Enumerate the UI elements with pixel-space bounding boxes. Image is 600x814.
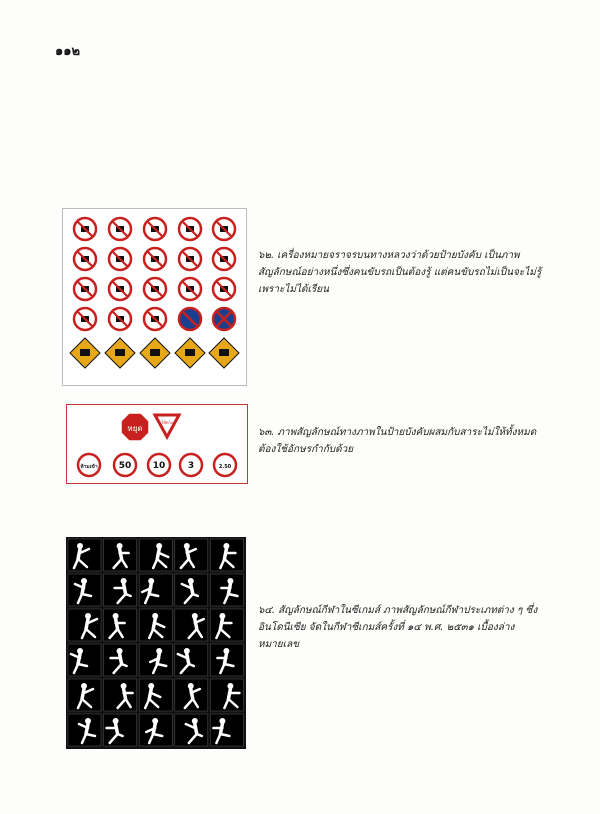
sport-pictogram-icon: [210, 644, 243, 676]
sport-pictogram-icon: [210, 539, 243, 571]
limit-sign-icon: [214, 454, 236, 476]
sport-pictogram-icon: [175, 539, 208, 571]
sport-pictogram-icon: [175, 574, 208, 606]
prohibition-sign-icon: [144, 278, 166, 300]
road-signs-illustration: [63, 209, 246, 385]
warning-sign-icon: [70, 338, 100, 368]
limit-sign-icon: [114, 454, 136, 476]
caption-number: ๖๓.: [258, 427, 275, 438]
prohibition-sign-icon: [213, 278, 235, 300]
sport-pictogram-icon: [175, 644, 208, 676]
sport-pictogram-icon: [104, 679, 137, 711]
sport-pictogram-icon: [210, 714, 243, 746]
prohibition-sign-icon: [74, 248, 96, 270]
sport-pictogram-icon: [139, 644, 172, 676]
limit-sign-label: 3: [187, 461, 195, 471]
limit-sign-label: ห้ามเข้า: [80, 464, 98, 470]
sport-pictogram-icon: [104, 539, 137, 571]
sport-pictogram-icon: [139, 574, 172, 606]
prohibition-sign-icon: [74, 278, 96, 300]
yield-sign-icon: [155, 415, 179, 437]
sport-pictogram-icon: [175, 679, 208, 711]
sport-pictogram-icon: [139, 609, 172, 641]
caption-text: ภาพสัญลักษณ์ทางภาพในป้ายบังคับผสมกับสาระไม่ให้ทั้งหมดต้องใช้อักษรกำกับด้วย: [258, 427, 537, 455]
sport-pictogram-icon: [104, 574, 137, 606]
sport-pictogram-icon: [68, 574, 101, 606]
sport-pictogram-icon: [139, 679, 172, 711]
sports-pictograms-figure: [66, 537, 246, 749]
warning-sign-icon: [175, 338, 205, 368]
sport-pictogram-icon: [104, 609, 137, 641]
prohibition-sign-icon: [179, 218, 201, 240]
warning-sign-icon: [140, 338, 170, 368]
caption-number: ๖๔.: [258, 605, 276, 616]
sport-pictogram-icon: [68, 714, 101, 746]
prohibition-sign-icon: [213, 218, 235, 240]
warning-sign-icon: [105, 338, 135, 368]
prohibition-sign-icon: [144, 248, 166, 270]
caption-text: สัญลักษณ์กีฬาในซีเกมส์ ภาพสัญลักษณ์กีฬาประเภทต่าง ๆ ซึ่งอินโดนีเซีย จัดในกีฬาซีเกมส์ครั้งที่ ๑๔ พ.ศ. ๒๕๓๑ เบื้องล่าง หมายเลข: [258, 605, 538, 650]
limit-sign-label: 2.50: [218, 464, 232, 470]
road-signs-figure: [62, 208, 247, 386]
stop-signs-figure: [66, 404, 248, 484]
sport-pictogram-icon: [210, 679, 243, 711]
prohibition-sign-icon: [179, 308, 201, 330]
prohibition-sign-icon: [144, 308, 166, 330]
limit-sign-label: 10: [152, 461, 166, 471]
prohibition-sign-icon: [74, 218, 96, 240]
sport-pictogram-icon: [139, 539, 172, 571]
caption-number: ๖๒.: [258, 250, 275, 261]
limit-sign-icon: [180, 454, 202, 476]
prohibition-sign-icon: [144, 218, 166, 240]
yield-sign-label: ให้ทาง: [161, 420, 173, 425]
sport-pictogram-icon: [68, 679, 101, 711]
caption-sports: [258, 602, 548, 653]
sport-pictogram-icon: [175, 714, 208, 746]
prohibition-sign-icon: [179, 278, 201, 300]
sport-pictogram-icon: [68, 609, 101, 641]
stop-sign-label: หยุด: [127, 424, 143, 433]
prohibition-sign-icon: [179, 248, 201, 270]
caption-text: เครื่องหมายจราจรบนทางหลวงว่าด้วยป้ายบังคับ เป็นภาพสัญลักษณ์อย่างหนึ่งซึ่งคนขับรถเป็นต้องรู้ แต่คนขับรถไม่เป็นจะไม่รู้ เพราะไม่ได้เรียน: [258, 250, 542, 295]
sport-pictogram-icon: [68, 644, 101, 676]
prohibition-sign-icon: [213, 248, 235, 270]
sport-pictogram-icon: [139, 714, 172, 746]
sport-pictogram-icon: [104, 644, 137, 676]
sport-pictogram-icon: [175, 609, 208, 641]
limit-sign-icon: [148, 454, 170, 476]
sports-pictograms-illustration: [66, 537, 246, 749]
prohibition-sign-icon: [109, 308, 131, 330]
sport-pictogram-icon: [68, 539, 101, 571]
caption-road-signs: [258, 247, 548, 298]
prohibition-sign-icon: [109, 248, 131, 270]
limit-sign-label: 50: [118, 461, 132, 471]
sport-pictogram-icon: [210, 609, 243, 641]
prohibition-sign-icon: [109, 218, 131, 240]
prohibition-sign-icon: [109, 278, 131, 300]
sport-pictogram-icon: [104, 714, 137, 746]
sport-pictogram-icon: [210, 574, 243, 606]
warning-sign-icon: [209, 338, 239, 368]
caption-stop-signs: [258, 424, 548, 458]
limit-sign-icon: [78, 454, 100, 476]
page-number: ๑๑๒: [55, 44, 81, 59]
prohibition-sign-icon: [74, 308, 96, 330]
prohibition-sign-icon: [213, 308, 235, 330]
stop-signs-illustration: [67, 405, 247, 483]
